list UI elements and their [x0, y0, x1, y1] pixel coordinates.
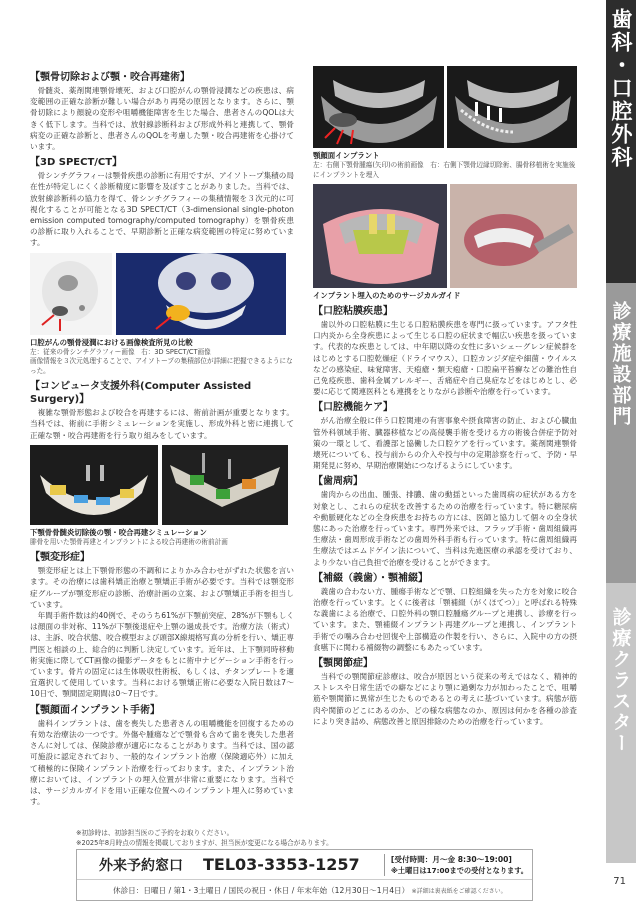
reception-hours — [384, 854, 528, 876]
page-number: 71 — [613, 876, 626, 887]
section-title-prosthetics: 【補綴（義歯）・顎補綴】 — [313, 572, 428, 584]
left-column — [30, 67, 294, 811]
section-title-oral-mucosa: 【口腔粘膜疾患】 — [313, 306, 393, 317]
section-title-oral-care: 【口腔機能ケア】 — [313, 402, 393, 414]
sidebar-cluster-label: 診療クラスター — [609, 607, 632, 754]
section-body-spect-ct: 骨シンチグラフィーは顎骨疾患の診断に有用ですが、アイソトープ集積の局在性が特定しにくく診断精度に影響を及ぼすことがありました。当科では、放射線診断科の協力を得て、骨シンチグラフィーの集積情報を３次元的に可視化することが可能となる3D SPECT/CT（3-dimensional single-photon emission computed tomography/computed tomography）を顎骨疾患の診断に取り入れることで、早期診断と正確な病変範囲の特定に努めています。 — [30, 171, 294, 248]
caption-title-surgical-guide: インプラント埋入のためのサージカルガイド — [313, 291, 461, 300]
sidebar-dept-block — [606, 0, 636, 283]
surgical-guide-images — [313, 184, 577, 288]
bone-scintigraphy-image — [30, 253, 112, 335]
sidebar-section-label: 診療施設部門 — [609, 301, 632, 427]
section-body-jaw-deformity-1: 顎変形症とは上下顎骨形態の不調和によりかみ合わせがずれた状態を言います。その治療には歯科矯正治療と顎矯正手術が必要です。当科では顎変形症グループが顎変形症の診断、治療計画の立案、および顎矯正手術を担当しています。 — [30, 566, 294, 609]
section-body-jaw-resection: 骨髄炎、薬剤関連顎骨壊死、および口腔がんの顎骨浸潤などの疾患は、病変範囲の正確な診断が難しい場合があり再発の原因となります。さらに、顎骨切除により顔貌の変形や咀嚼機能障害を生じた場合、患者さんのQOLは大きく低下します。当科では、放射線診断科および形成外科と連携して、顎骨病変の正確な診断と、患者さんのQOLを考慮した顎・咬合再建術を心掛けています。 — [30, 86, 294, 152]
reception-hours-saturday: ※土曜日は17:00までの受付となります。 — [390, 866, 528, 875]
caption-title-spect: 口腔がんの顎骨浸潤における画像検査所見の比較 — [30, 337, 193, 347]
sidebar — [606, 0, 636, 900]
appointment-label: 外来予約窓口 — [99, 857, 183, 874]
caption-body-simulation: 腓骨を用いた顎骨再建とインプラントによる咬合再建術の術前計画 — [30, 537, 228, 546]
section-body-cas: 複雑な顎骨形態および咬合を再建するには、術前計画が重要となります。当科では、術前に手術シミュレーションを実施し、形成外科と密に連携して正確な顎・咬合再建術を行う取り組みをしています。 — [30, 408, 294, 440]
caption-body-spect: 左：従来の骨シンチグラフィー画像 右：3D SPECT/CT画像 画像情報を３次元処理することで、アイソトープの集積部位が詳細に把握できるようになった。 — [30, 347, 293, 375]
section-body-prosthetics: 義歯の合わない方、腫瘍手術などで顎、口腔組織を失った方を対象に咬合治療を行っています。とくに後者は「顎補綴（がくほてつ）」と呼ばれる特殊な義歯による治療で、口腔外科の顎口腔腫瘍グループと連携し、診療を行っています。また、顎補綴インプラント再建グループと連携し、インプラント手術での噛み合わせ回復や上部構造の作製を行い、さらに、入院中の方の摂食嚥下に関わる補綴物の調整にもあたっています。 — [313, 586, 577, 652]
footer-note-1: ※初診時は、初診担当医のご予約をお取りください。 — [76, 829, 234, 837]
footer-notes — [76, 829, 333, 848]
panoramic-xray-images — [313, 66, 577, 148]
sidebar-cluster-block — [606, 583, 636, 863]
section-title-implant-surgery: 【顎顔面インプラント手術】 — [30, 704, 160, 716]
sidebar-section-block — [606, 283, 636, 583]
surgical-guide-photo — [450, 184, 577, 288]
section-body-periodontal: 歯肉からの出血、腫張、排膿、歯の動揺といった歯周病の症状がある方を対象とし、これらの症状を改善するための治療を行っています。特に糖尿病や動脈硬化などの全身疾患をお持ちの方には、医師と協力して個々の全身状態にあった治療を行っています。専門外来では、フラップ手術・歯周組織再生療法・歯周形成手術などの歯周外科手術も行っています。特に歯周組織再生療法ではエムドゲイン法について、当科は先進医療の承認を受けており、より少ない自己負担で治療を受けることができます。 — [313, 490, 577, 567]
reception-hours-main: [受付時間：月～金 8:30～19:00] — [390, 855, 512, 864]
section-title-spect-ct: 【3D SPECT/CT】 — [30, 157, 123, 169]
footer-note-2: ※2025年8月時点の情報を掲載しておりますが、担当医が変更になる場合があります。 — [76, 838, 333, 847]
right-column — [313, 66, 577, 731]
section-body-implant-surgery: 歯科インプラントは、歯を喪失した患者さんの咀嚼機能を回復するための有効な治療法の一つです。外傷や腫瘍などで顎骨も含めて歯を喪失した患者さんに対しては、保険診療が適応になることがあります。当科では、国の認可施設に認定されており、一般的なインプラント治療（保険適応外）に加えて積極的に保険インプラント治療を行っております。また、インプラント治療においては、インプラントの埋入位置が非常に重要になります。当科では、サージカルガイドを用い正確な位置へのインプラント埋入に努めています。 — [30, 718, 294, 807]
mandible-simulation-image-2 — [162, 445, 288, 525]
spect-ct-3d-image — [116, 253, 286, 335]
closed-days-note: ※詳細は裏表紙をご確認ください。 — [411, 888, 507, 895]
section-title-tmj: 【顎関節症】 — [313, 658, 373, 670]
caption-title-simulation: 下顎骨骨髄炎切除後の顎・咬合再建シミュレーション — [30, 527, 207, 537]
appointment-phone[interactable]: TEL03-3353-1257 — [203, 855, 360, 874]
section-body-oral-mucosa: 歯以外の口腔粘膜に生じる口腔粘膜疾患を専門に扱っています。アフタ性口内炎から全身疾患によって生じる口腔の症状まで幅広い疾患を扱っています。代表的な疾患としては、中年期以降の女性に多いシェーグレン症候群をはじめとする口腔乾燥症（ドライマウス）、口腔カンジダ症や細菌・ウイルスなどの感染症、味覚障害、天疱瘡・類天疱瘡・口腔扁平苔癬などの難治性自己免疫疾患、歯科金属アレルギー、舌痛症や自己臭症などをはじめとし、必要に応じて関連医科とも連携をとりながら診断や治療を行っています。 — [313, 320, 577, 397]
mandible-simulation-image-1 — [30, 445, 158, 525]
sidebar-dept-label: 歯科・口腔外科 — [609, 8, 633, 169]
appointment-box — [76, 849, 533, 901]
section-title-cas: 【コンピュータ支援外科(Computer Assisted Surgery)】 — [30, 381, 252, 406]
section-title-periodontal: 【歯周病】 — [313, 476, 363, 488]
section-title-jaw-deformity: 【顎変形症】 — [30, 552, 90, 564]
closed-days-text: 休診日：日曜日 / 第1・3土曜日 / 国民の祝日・休日 / 年末年始（12月30日～1月4日） — [113, 886, 410, 895]
surgical-guide-3d-image — [313, 184, 447, 288]
xray-postop-image — [447, 66, 578, 148]
section-body-tmj: 当科での顎関節症診療は、咬合が原因という従来の考えではなく、精神的ストレスや日常生活での癖などにより顎に過剰な力が加わったことで、咀嚼筋や顎関節に異常が生じたものであるとの考えに基づいています。病態が筋肉や関節のどこにあるのか、どの様な病態なのか、原因は何かを各種の診査により突き詰め、病態改善と原因排除のための治療を行っています。 — [313, 672, 577, 726]
section-body-oral-care: がん治療全般に伴う口腔関連の有害事象や摂食障害の防止、および心臓血管外科領域手術、臓器移植などの高侵襲手術を受ける方の術後合併症予防対策の一環として、看護部と協働した口腔ケアを行っています。薬剤関連顎骨壊死についても、投与前からの介入や投与中の定期診察を行って、予防・早期発見に努め、早期治療開始につなげるようにしています。 — [313, 416, 577, 471]
caption-title-implant: 顎顔面インプラント — [313, 151, 380, 160]
spect-images — [30, 253, 294, 335]
section-body-jaw-deformity-2: 年間手術件数は約40例で、そのうち61%が下顎前突症、28%が下顎もしくは顔面の非対称、11%が下顎後退症や上顎の過成長です。治療方法（術式）は、主訴、咬合状態、咬合模型および頭部X線規格写真の分析を行い、矯正専門医と相談の上、総合的に判断し決定しています。近年は、上下顎同時移動術実施に際してCT画像の撮影データをもとに術中ナビゲーション手術を行っています。骨片の固定には生体吸収性術板、もしくは、チタンプレートを適宜選択して使用しています。当科における顎矯正術に必要な入院日数は7～10日で、顎間固定期間は0～7日です。 — [30, 611, 294, 699]
closed-days — [77, 880, 532, 896]
section-title-jaw-resection: 【顎骨切除および顎・咬合再建術】 — [30, 72, 190, 83]
caption-body-implant: 左：右側下顎骨腫瘍(矢印)の術前画像 右：右側下顎骨辺縁切除術、腸骨移植術を実施後にインプラントを埋入 — [313, 161, 576, 179]
xray-preop-image — [313, 66, 444, 148]
simulation-images — [30, 445, 294, 525]
